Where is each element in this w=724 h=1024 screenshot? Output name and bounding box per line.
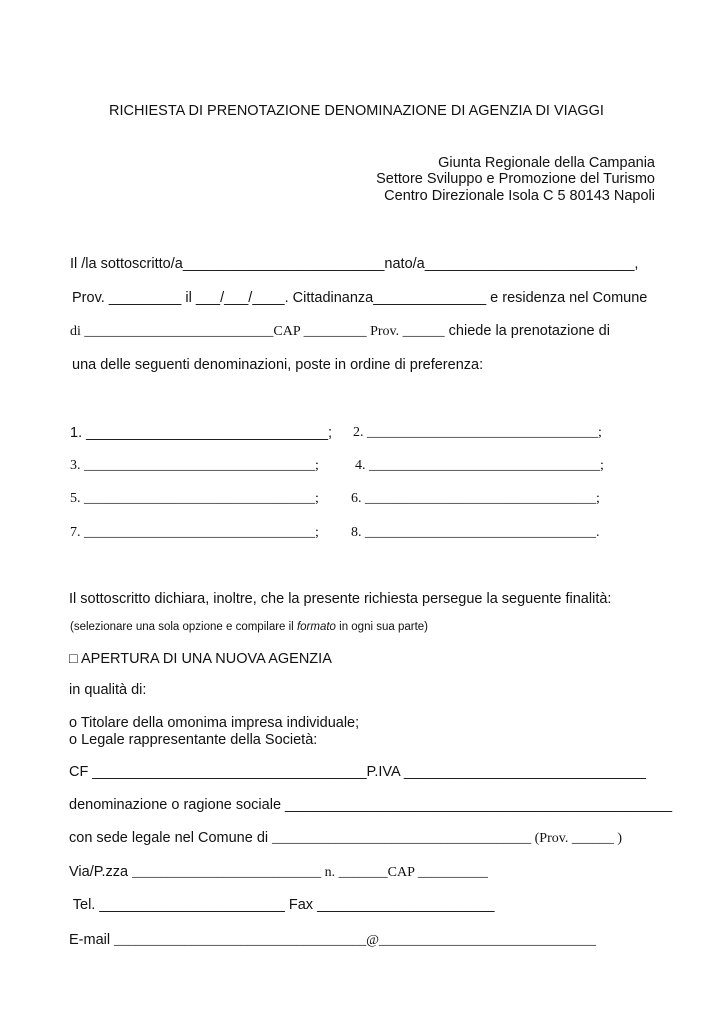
sede-legale-field[interactable] xyxy=(69,829,622,848)
name-field-7[interactable]: 7. _________________________________; xyxy=(70,525,319,540)
intro-line-2: Prov. _________ il ___/___/____. Cittadinanza______________ e residenza nel Comune xyxy=(72,290,648,306)
intro-line-4: una delle seguenti denominazioni, poste in ordine di preferenza: xyxy=(72,357,484,373)
tel-fax-field[interactable]: Tel. _______________________ Fax ______________________ xyxy=(69,897,495,913)
instruction-before: (selezionare una sola opzione e compilare il xyxy=(70,621,297,633)
email-label: E-mail xyxy=(69,932,115,948)
declaration-text: Il sottoscritto dichiara, inoltre, che la presente richiesta persegue la seguente finalità: xyxy=(69,591,612,607)
name-field-1[interactable]: 1. ______________________________; xyxy=(70,425,333,441)
intro-line-3 xyxy=(70,322,610,341)
intro-line-1: Il /la sottoscritto/a_________________________nato/a__________________________, xyxy=(70,256,639,272)
recipient-line-3: Centro Direzionale Isola C 5 80143 Napoli xyxy=(384,188,655,204)
recipient-line-2: Settore Sviluppo e Promozione del Turismo xyxy=(376,171,655,187)
in-quality-label: in qualità di: xyxy=(69,682,147,698)
name-field-3[interactable]: 3. _________________________________; xyxy=(70,458,319,473)
sede-legale-label: con sede legale nel Comune di xyxy=(69,830,273,846)
email-blanks[interactable]: ____________________________________@_______________________________ xyxy=(114,933,597,948)
name-field-6[interactable]: 6. _________________________________; xyxy=(351,491,600,506)
instruction-text xyxy=(70,618,428,636)
cf-piva-field[interactable]: CF __________________________________P.IVA ______________________________ xyxy=(69,764,646,780)
sede-legale-blanks[interactable]: _____________________________________ (Prov. ______ ) xyxy=(272,831,623,846)
instruction-italic: formato xyxy=(296,621,336,633)
role-titolare[interactable]: o Titolare della omonima impresa individuale; xyxy=(69,715,360,731)
recipient-line-1: Giunta Regionale della Campania xyxy=(438,155,655,171)
role-legale-rappresentante[interactable]: o Legale rappresentante della Società: xyxy=(69,732,318,748)
option-new-agency[interactable] xyxy=(69,650,332,668)
intro-line-3-request: chiede la prenotazione di xyxy=(444,323,610,339)
via-label: Via/P.zza xyxy=(69,864,133,880)
via-blanks[interactable]: ___________________________ n. _______CAP __________ xyxy=(132,865,488,880)
email-field[interactable] xyxy=(69,931,596,950)
via-field[interactable] xyxy=(69,863,488,882)
option-label: APERTURA DI UNA NUOVA AGENZIA xyxy=(81,651,332,667)
form-title: RICHIESTA DI PRENOTAZIONE DENOMINAZIONE DI AGENZIA DI VIAGGI xyxy=(109,103,604,119)
name-field-8[interactable]: 8. _________________________________. xyxy=(351,525,600,540)
denominazione-field[interactable]: denominazione o ragione sociale ________________________________________________ xyxy=(69,797,673,813)
intro-line-3-fields: di ___________________________CAP _________ Prov. ______ xyxy=(70,324,445,339)
instruction-after: in ogni sua parte) xyxy=(335,621,428,633)
name-field-4[interactable]: 4. _________________________________; xyxy=(355,458,604,473)
name-field-2[interactable]: 2. _________________________________; xyxy=(353,425,602,440)
name-field-5[interactable]: 5. _________________________________; xyxy=(70,491,319,506)
checkbox-icon[interactable]: □ xyxy=(69,651,78,667)
